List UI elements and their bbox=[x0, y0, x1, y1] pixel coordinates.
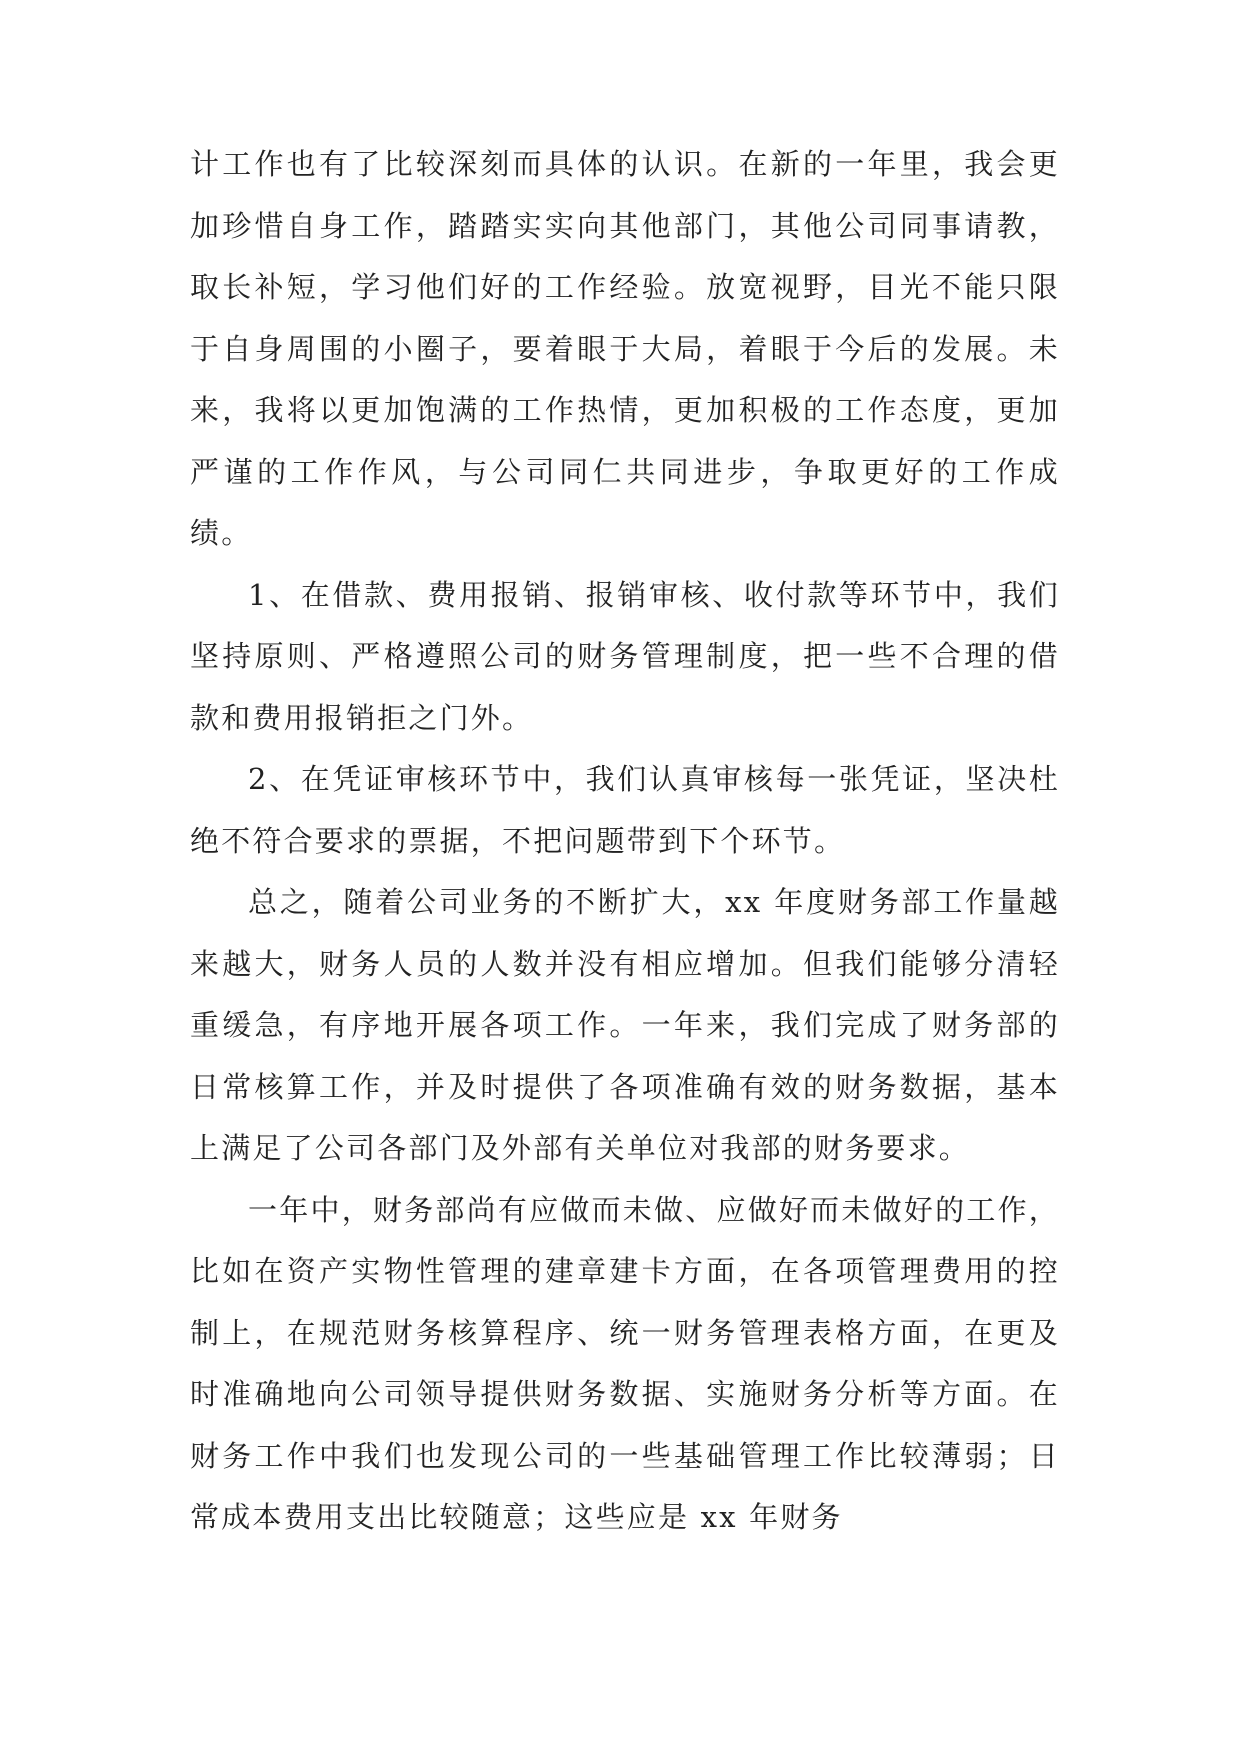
paragraph-item-2: 2、在凭证审核环节中，我们认真审核每一张凭证，坚决杜绝不符合要求的票据，不把问题带到下个环节。 bbox=[190, 762, 1060, 858]
document-body bbox=[190, 134, 1060, 1549]
paragraph-continuation: 计工作也有了比较深刻而具体的认识。在新的一年里，我会更加珍惜自身工作，踏踏实实向其他部门，其他公司同事请教，取长补短，学习他们好的工作经验。放宽视野，目光不能只限于自身周围的小圈子，要着眼于大局，着眼于今后的发展。未来，我将以更加饱满的工作热情，更加积极的工作态度，更加严谨的工作作风，与公司同仁共同进步，争取更好的工作成绩。 bbox=[190, 147, 1060, 550]
paragraph-item-1: 1、在借款、费用报销、报销审核、收付款等环节中，我们坚持原则、严格遵照公司的财务管理制度，把一些不合理的借款和费用报销拒之门外。 bbox=[190, 577, 1060, 735]
paragraph-shortcomings: 一年中，财务部尚有应做而未做、应做好而未做好的工作，比如在资产实物性管理的建章建卡方面，在各项管理费用的控制上，在规范财务核算程序、统一财务管理表格方面，在更及时准确地向公司领导提供财务数据、实施财务分析等方面。在财务工作中我们也发现公司的一些基础管理工作比较薄弱；日常成本费用支出比较随意；这些应是 xx 年财务 bbox=[190, 1192, 1060, 1534]
paragraph-summary: 总之，随着公司业务的不断扩大，xx 年度财务部工作量越来越大，财务人员的人数并没有相应增加。但我们能够分清轻重缓急，有序地开展各项工作。一年来，我们完成了财务部的日常核算工作，并及时提供了各项准确有效的财务数据，基本上满足了公司各部门及外部有关单位对我部的财务要求。 bbox=[190, 885, 1060, 1165]
